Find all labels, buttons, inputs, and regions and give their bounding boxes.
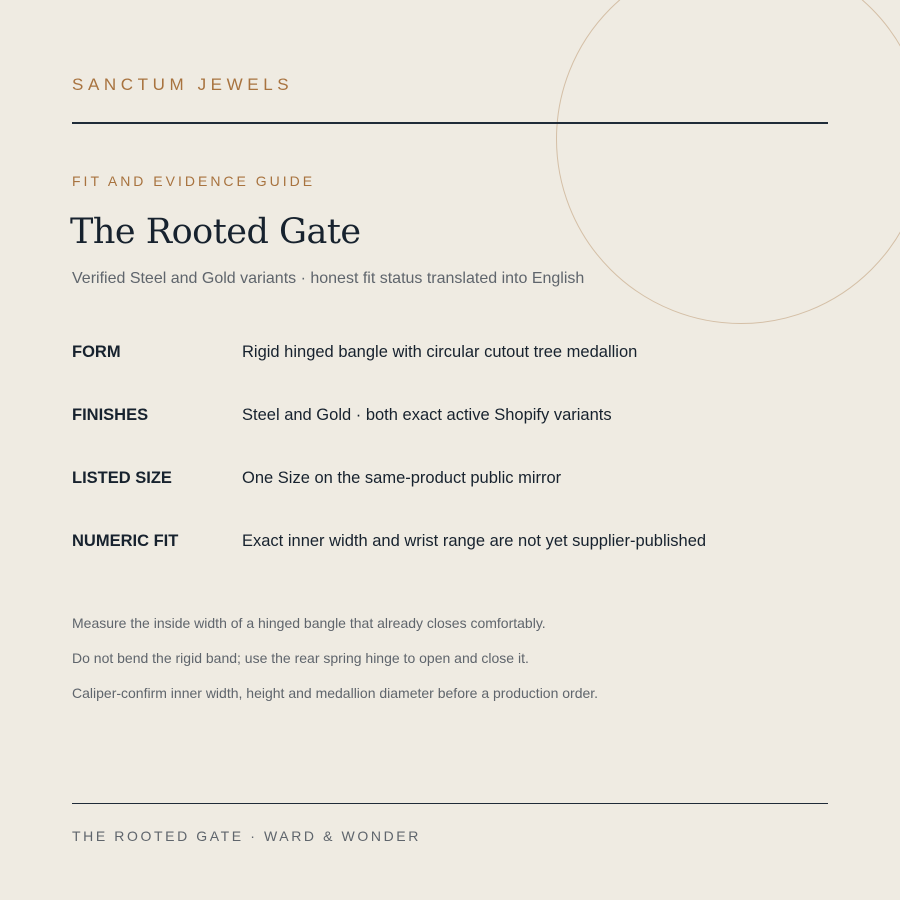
spec-value: Steel and Gold · both exact active Shopify variants — [242, 406, 612, 424]
spec-value: Rigid hinged bangle with circular cutout tree medallion — [242, 343, 638, 361]
spec-value: Exact inner width and wrist range are not yet supplier-published — [242, 532, 707, 550]
care-note: Measure the inside width of a hinged bangle that already closes comfortably. — [72, 615, 546, 631]
spec-row-form — [72, 341, 828, 363]
brand-name: SANCTUM JEWELS — [72, 75, 294, 94]
spec-label: FINISHES — [72, 406, 149, 424]
care-note: Caliper-confirm inner width, height and medallion diameter before a production order. — [72, 685, 599, 701]
decorative-circle — [556, 0, 900, 324]
header-divider — [72, 122, 828, 124]
footer-divider — [72, 803, 828, 804]
spec-label: FORM — [72, 343, 121, 361]
spec-label: LISTED SIZE — [72, 469, 172, 487]
page-title: The Rooted Gate — [70, 212, 361, 252]
care-note: Do not bend the rigid band; use the rear spring hinge to open and close it. — [72, 650, 529, 666]
page-subtitle: Verified Steel and Gold variants · honest fit status translated into English — [72, 270, 585, 287]
section-eyebrow: FIT AND EVIDENCE GUIDE — [72, 173, 316, 189]
spec-row-listed-size — [72, 467, 828, 489]
spec-label: NUMERIC FIT — [72, 532, 179, 550]
spec-row-finishes — [72, 404, 828, 426]
spec-row-numeric-fit — [72, 530, 828, 552]
footer-text: THE ROOTED GATE · WARD & WONDER — [72, 828, 421, 844]
spec-value: One Size on the same-product public mirror — [242, 469, 562, 487]
